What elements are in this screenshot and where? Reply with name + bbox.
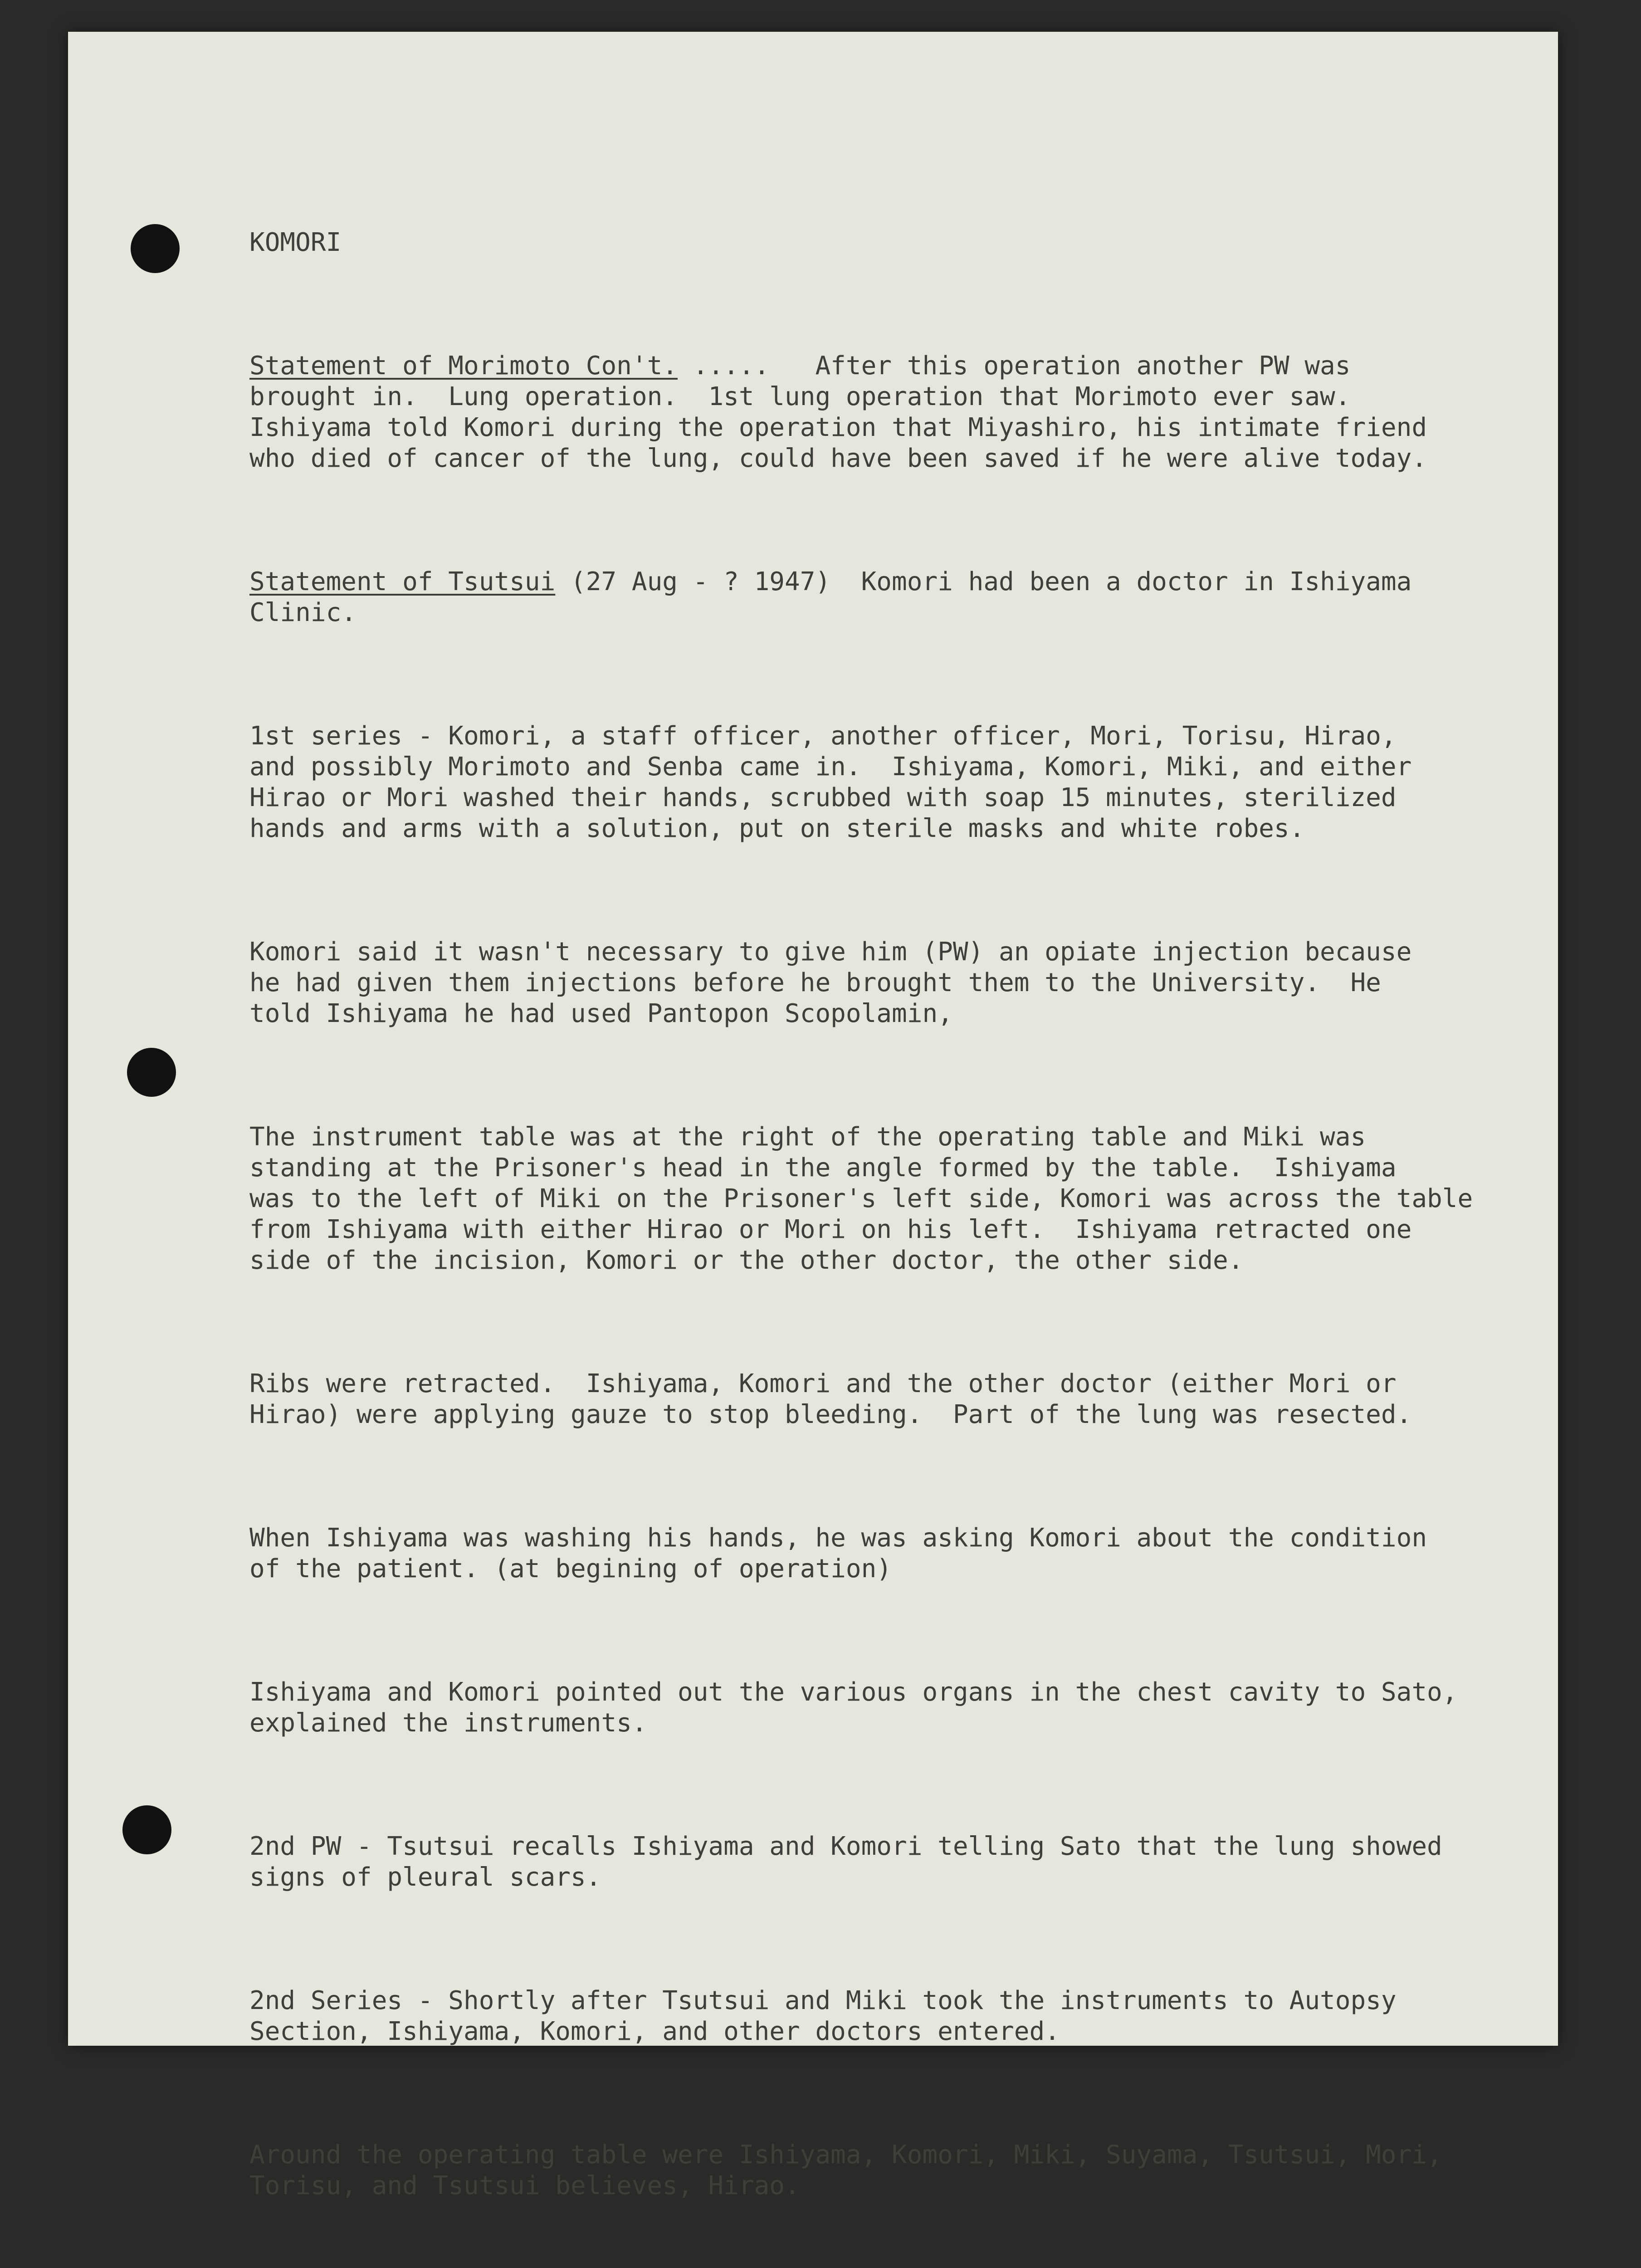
paragraph-text: Komori said it wasn't necessary to give him (PW) an opiate injection because he had given them injections before he brought them to the University. He told Ishiyama he had used Pantopon Scopolamin, <box>249 937 1412 1028</box>
statement-lead: Statement of Tsutsui <box>249 567 556 596</box>
paragraph-text: (27 Aug - ? 1947) Komori had been a doctor in Ishiyama Clinic. <box>249 567 1412 627</box>
paragraph-text: ..... After this operation another PW was brought in. Lung operation. 1st lung operation that Morimoto ever saw. Ishiyama told Komori during the operation that Miyashiro, his intimate friend who died of cancer of the lung, could have been saved if he were alive today. <box>249 351 1427 473</box>
paragraph <box>249 2140 1556 2201</box>
paragraph <box>249 1985 1556 2047</box>
paragraph-text: Ribs were retracted. Ishiyama, Komori and the other doctor (either Mori or Hirao) were applying gauze to stop bleeding. Part of the lung was resected. <box>249 1369 1412 1429</box>
paragraph <box>249 1677 1556 1739</box>
binder-hole-bottom <box>122 1805 171 1854</box>
binder-hole-middle <box>127 1048 176 1097</box>
binder-hole-top <box>131 224 180 273</box>
paragraph-text: Ishiyama and Komori pointed out the various organs in the chest cavity to Sato, explained the instruments. <box>249 1677 1458 1738</box>
paragraph <box>249 1523 1556 1584</box>
paragraph <box>249 1369 1556 1430</box>
paragraph-text: When Ishiyama was washing his hands, he was asking Komori about the condition of the patient. (at begining of operation) <box>249 1523 1427 1584</box>
paragraph <box>249 1122 1556 1276</box>
paragraph <box>249 1831 1556 1893</box>
paragraph-text: 1st series - Komori, a staff officer, another officer, Mori, Torisu, Hirao, and possibly Morimoto and Senba came in. Ishiyama, Komori, Miki, and either Hirao or Mori washed their hands, scrubbed with soap 15 minutes, sterilized hands and arms with a solution, put on sterile masks and white robes. <box>249 721 1412 843</box>
paragraph <box>249 567 1556 628</box>
paragraph-text: The instrument table was at the right of the operating table and Miki was standing at the Prisoner's head in the angle formed by the table. Ishiyama was to the left of Miki on the Prisoner's left side, Komori was across the table from Ishiyama with either Hirao or Mori on his left. Ishiyama retracted one side of the incision, Komori or the other doctor, the other side. <box>249 1122 1473 1275</box>
paragraph <box>249 937 1556 1029</box>
document-page <box>68 32 1558 2200</box>
typed-text-body <box>249 166 1556 2268</box>
paragraph-text: 2nd PW - Tsutsui recalls Ishiyama and Komori telling Sato that the lung showed signs of pleural scars. <box>249 1832 1442 1892</box>
paragraph-text: Around the operating table were Ishiyama, Komori, Miki, Suyama, Tsutsui, Mori, Torisu, and Tsutsui believes, Hirao. <box>249 2140 1442 2200</box>
paragraph <box>249 721 1556 844</box>
paragraph-text: 2nd Series - Shortly after Tsutsui and Miki took the instruments to Autopsy Section, Ishiyama, Komori, and other doctors entered. <box>249 1986 1397 2046</box>
page-heading: KOMORI <box>249 228 342 257</box>
paragraph <box>249 351 1556 474</box>
statement-lead: Statement of Morimoto Con't. <box>249 351 678 381</box>
